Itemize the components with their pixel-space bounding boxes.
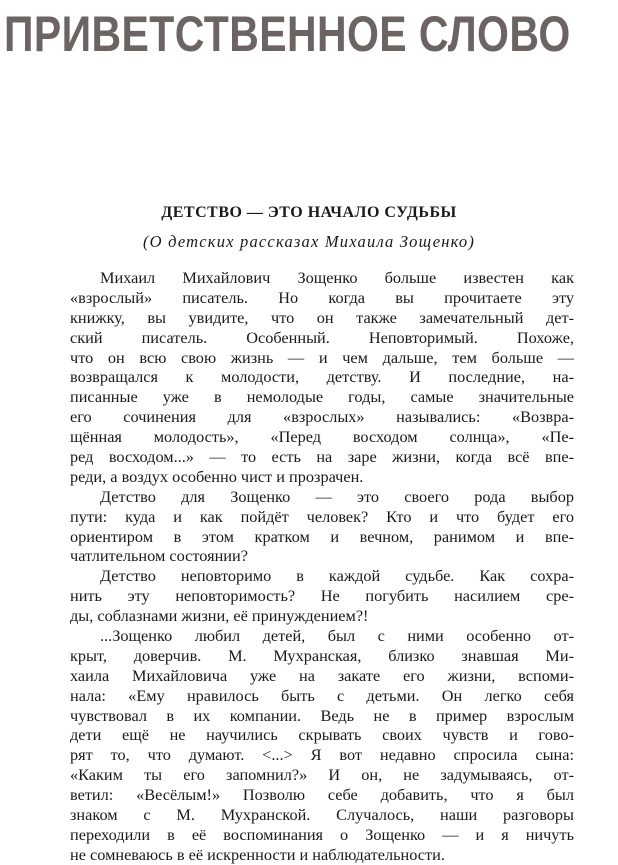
text-line: Детство для Зощенко — это своего рода выбор [100, 486, 574, 506]
text-line: нить эту неповторимость? Не погубить насилием сре- [70, 586, 574, 606]
article-title: ДЕТСТВО — ЭТО НАЧАЛО СУДЬБЫ [161, 204, 457, 221]
text-line: ды, соблазнами жизни, её принуждением?! [70, 606, 369, 626]
text-line: что он всю свою жизнь — и чем дальше, тем больше — [70, 347, 574, 367]
text-line: «взрослый» писатель. Но когда вы прочитаете эту [70, 287, 574, 307]
text-line: ветил: «Весёлым!» Позволю себе добавить, что я был [70, 785, 574, 805]
text-line: ский писатель. Особенный. Неповторимый. Похоже, [70, 327, 574, 347]
text-line: рят то, что думают. <...> Я вот недавно спросила сына: [70, 745, 574, 765]
text-line: писанные уже в немолодые годы, самые значительные [70, 387, 574, 407]
text-line: переходили в её воспоминания о Зощенко — и я ничуть [70, 824, 574, 844]
article-body [70, 268, 574, 865]
text-line: знаком с М. Мухранской. Случалось, наши разговоры [70, 805, 574, 825]
text-line: его сочинения для «взрослых» назывались: «Возвра- [70, 407, 574, 427]
text-line: возвращался к молодости, детству. И последние, на- [70, 367, 574, 387]
text-line: нала: «Ему нравилось быть с детьми. Он легко себя [70, 685, 574, 705]
text-line: Михаил Михайлович Зощенко больше известен как [100, 268, 574, 287]
text-line: пути: куда и как пойдёт человек? Кто и что будет его [70, 506, 574, 526]
text-line: крыт, доверчив. М. Мухранская, близко знавшая Ми- [70, 645, 574, 665]
text-line: ред восходом...» — то есть на заре жизни, когда всё впе- [70, 447, 574, 467]
text-line: не сомневаюсь в её искренности и наблюдательности. [70, 844, 445, 864]
text-line: хаила Михайловича уже на закате его жизни, вспоми- [70, 665, 574, 685]
text-line: книжку, вы увидите, что он также замечательный дет- [70, 307, 574, 327]
text-line: Детство неповторимо в каждой судьбе. Как сохра- [100, 566, 574, 586]
text-line: «Каким ты его запомнил?» И он, не задумываясь, от- [70, 765, 574, 785]
article-subtitle: (О детских рассказах Михаила Зощенко) [142, 232, 476, 251]
text-line: щённая молодость», «Перед восходом солнца», «Пе- [70, 427, 574, 447]
text-line: ...Зощенко любил детей, был с ними особенно от- [100, 626, 574, 646]
text-line: ориентиром в этом кратком и вечном, ранимом и впе- [70, 526, 574, 546]
page-header: ПРИВЕТСТВЕННОЕ СЛОВО [4, 6, 571, 62]
text-line: чувствовал в их компании. Ведь не в пример взрослым [70, 705, 574, 725]
text-line: реди, а воздух особенно чист и прозрачен. [70, 466, 364, 486]
text-line: чатлительном состоянии? [70, 546, 248, 566]
text-line: дети ещё не научились скрывать своих чувств и гово- [70, 725, 574, 745]
